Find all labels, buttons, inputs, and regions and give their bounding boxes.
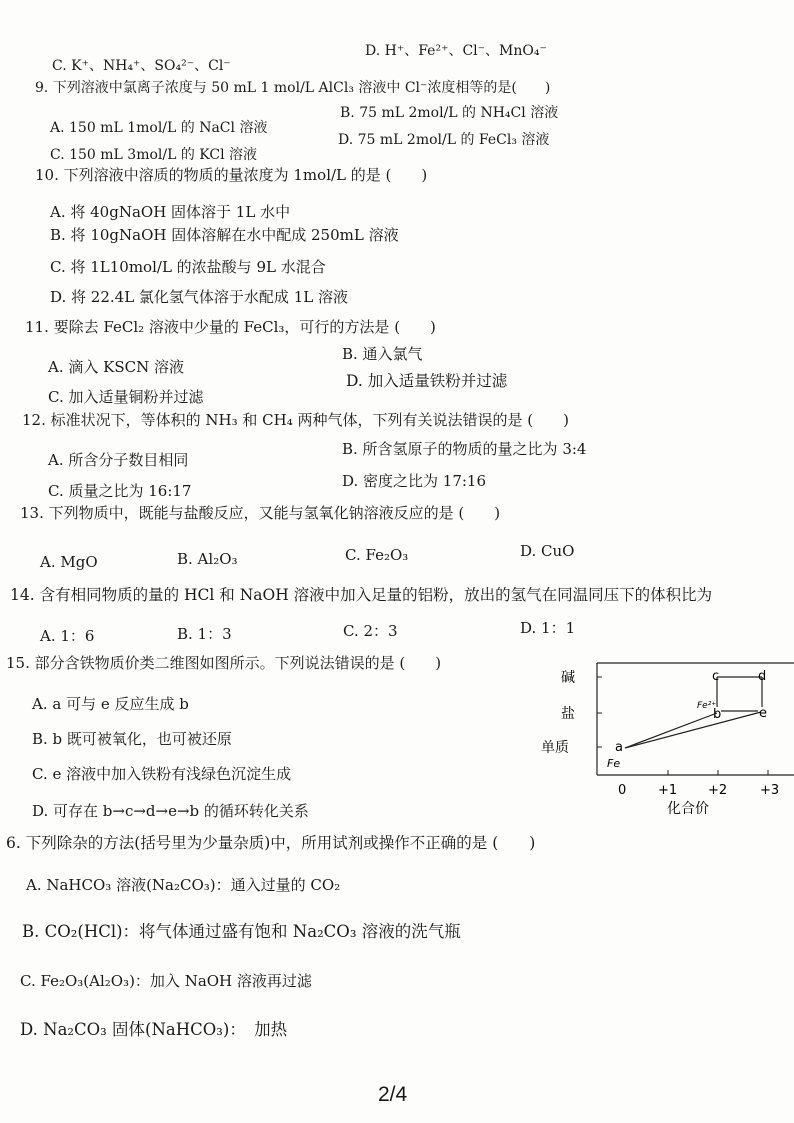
q10-option-c: C. 将 1L10mol/L 的浓盐酸与 9L 水混合	[50, 258, 326, 276]
point-a: a	[615, 740, 623, 755]
page-number: 2/4	[378, 1083, 408, 1106]
q12-stem: 12. 标准状况下，等体积的 NH₃ 和 CH₄ 两种气体，下列有关说法错误的是 ( )	[22, 411, 569, 429]
handwritten-fe: Fe	[607, 757, 621, 770]
q11-option-c: C. 加入适量铜粉并过滤	[48, 388, 204, 406]
y-label-base: 碱	[561, 670, 575, 686]
q15-option-d: D. 可存在 b→c→d→e→b 的循环转化关系	[32, 802, 309, 820]
q10-option-d: D. 将 22.4L 氯化氢气体溶于水配成 1L 溶液	[50, 288, 348, 306]
y-label-salt: 盐	[561, 706, 575, 722]
q9-option-b: B. 75 mL 2mol/L 的 NH₄Cl 溶液	[340, 105, 559, 121]
q12-option-c: C. 质量之比为 16:17	[48, 482, 192, 500]
q9-option-a: A. 150 mL 1mol/L 的 NaCl 溶液	[50, 120, 268, 136]
x-tick-label-3: +3	[760, 783, 780, 798]
handwritten-fe2: Fe²⁺	[697, 701, 717, 711]
q13-option-d: D. CuO	[520, 542, 575, 560]
q14-option-b: B. 1：3	[177, 625, 232, 643]
x-tick-label-2: +2	[708, 783, 728, 798]
point-b: b	[713, 707, 722, 722]
q11-option-a: A. 滴入 KSCN 溶液	[48, 358, 184, 376]
q15-option-a: A. a 可与 e 反应生成 b	[32, 695, 189, 713]
q13-option-c: C. Fe₂O₃	[345, 546, 409, 564]
q10-stem: 10. 下列溶液中溶质的物质的量浓度为 1mol/L 的是 ( )	[35, 166, 428, 184]
q15-option-b: B. b 既可被氧化，也可被还原	[32, 730, 232, 748]
point-e: e	[759, 706, 767, 721]
q13-stem: 13. 下列物质中，既能与盐酸反应，又能与氢氧化钠溶液反应的是 ( )	[20, 504, 501, 522]
q15-option-c: C. e 溶液中加入铁粉有浅绿色沉淀生成	[32, 765, 292, 783]
y-label-element: 单质	[541, 740, 569, 756]
q9-stem: 9. 下列溶液中氯离子浓度与 50 mL 1 mol/L AlCl₃ 溶液中 Cl⁻浓度相等的是( )	[35, 80, 551, 96]
iron-valence-diagram	[541, 655, 794, 820]
q11-option-b: B. 通入氯气	[342, 345, 423, 363]
q16-option-b: B. CO₂(HCl)：将气体通过盛有饱和 Na₂CO₃ 溶液的洗气瓶	[22, 922, 461, 941]
q15-stem: 15. 部分含铁物质价类二维图如图所示。下列说法错误的是 ( )	[6, 654, 442, 672]
line-a-e	[625, 712, 761, 748]
x-tick-label-1: +1	[658, 783, 678, 798]
q16-option-c: C. Fe₂O₃(Al₂O₃)：加入 NaOH 溶液再过滤	[20, 972, 312, 990]
q11-option-d: D. 加入适量铁粉并过滤	[346, 372, 508, 390]
q11-stem: 11. 要除去 FeCl₂ 溶液中少量的 FeCl₃，可行的方法是 ( )	[25, 318, 436, 336]
q8-option-c: C. K⁺、NH₄⁺、SO₄²⁻、Cl⁻	[52, 58, 231, 74]
q9-option-d: D. 75 mL 2mol/L 的 FeCl₃ 溶液	[338, 132, 550, 148]
x-tick-label-0: 0	[618, 783, 627, 798]
q12-option-d: D. 密度之比为 17:16	[342, 472, 487, 490]
q12-option-a: A. 所含分子数目相同	[48, 451, 189, 469]
q8-option-d: D. H⁺、Fe²⁺、Cl⁻、MnO₄⁻	[365, 43, 547, 59]
q10-option-a: A. 将 40gNaOH 固体溶于 1L 水中	[50, 203, 291, 221]
q16-stem: 6. 下列除杂的方法(括号里为少量杂质)中，所用试剂或操作不正确的是 ( )	[6, 834, 536, 852]
point-d: d	[758, 669, 767, 684]
x-axis-label: 化合价	[667, 801, 709, 817]
q10-option-b: B. 将 10gNaOH 固体溶解在水中配成 250mL 溶液	[50, 226, 399, 244]
q14-option-d: D. 1：1	[520, 619, 576, 637]
q16-option-a: A. NaHCO₃ 溶液(Na₂CO₃)：通入过量的 CO₂	[26, 876, 341, 894]
q9-option-c: C. 150 mL 3mol/L 的 KCl 溶液	[50, 147, 258, 163]
q14-stem: 14. 含有相同物质的量的 HCl 和 NaOH 溶液中加入足量的铝粉，放出的氢气在同温同压下的体积比为	[10, 586, 713, 604]
q14-option-a: A. 1：6	[40, 627, 95, 645]
q13-option-a: A. MgO	[40, 553, 98, 571]
q12-option-b: B. 所含氢原子的物质的量之比为 3:4	[342, 440, 587, 458]
line-a-b	[625, 713, 717, 748]
point-c: c	[712, 669, 720, 684]
q16-option-d: D. Na₂CO₃ 固体(NaHCO₃)： 加热	[20, 1020, 288, 1039]
q13-option-b: B. Al₂O₃	[177, 550, 238, 568]
q14-option-c: C. 2：3	[343, 622, 398, 640]
